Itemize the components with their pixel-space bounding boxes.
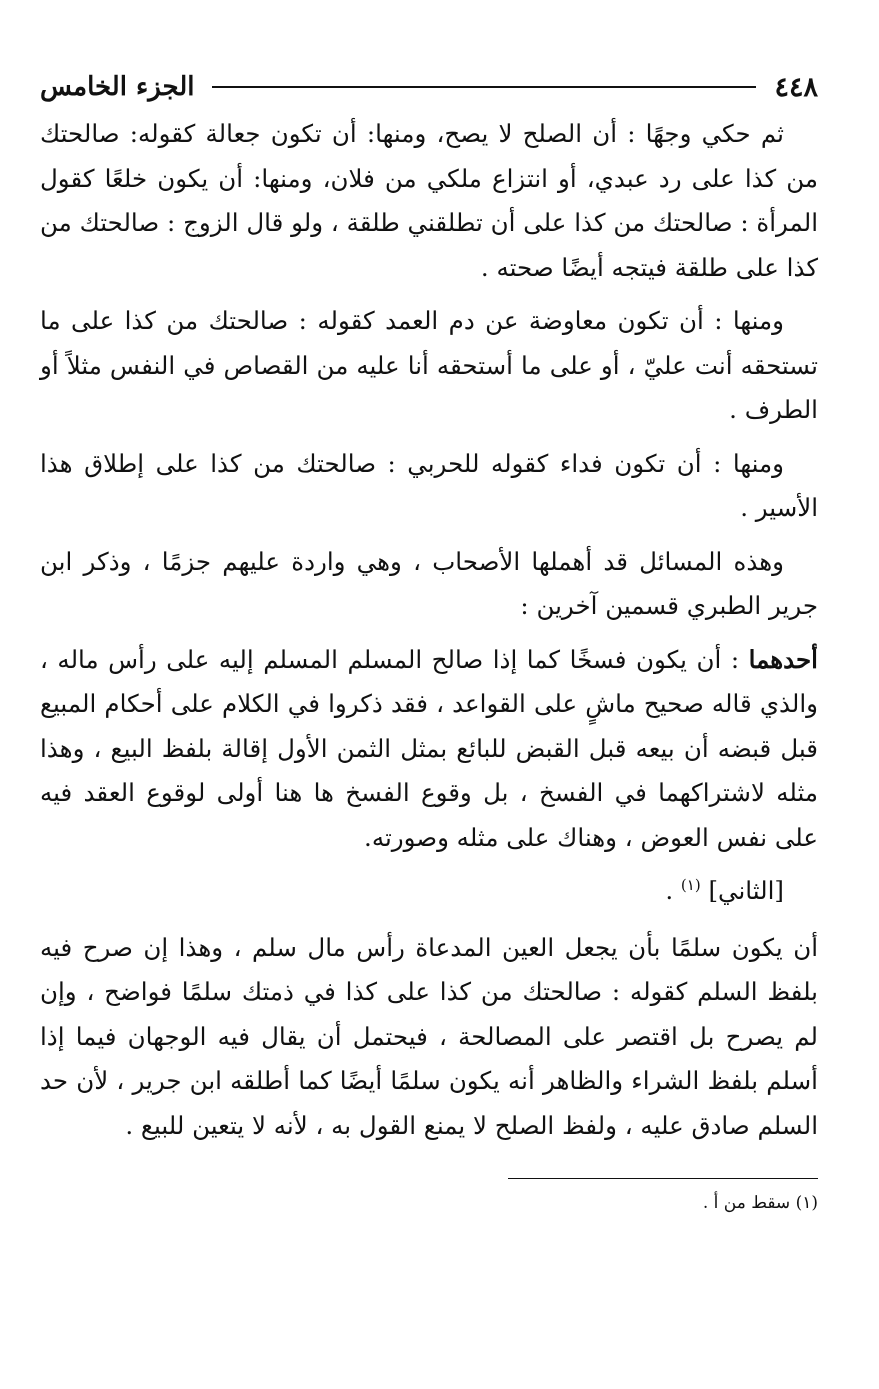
paragraph-2: ومنها : أن تكون معاوضة عن دم العمد كقوله : صالحتك من كذا على ما تستحقه أنت عليّ ، أو على ما أستحقه أنا عليه من القصاص في النفس مثلاً أو الطرف . [40,306,818,424]
running-header [40,62,818,112]
footnotes [40,1189,818,1217]
footnote-separator [508,1178,818,1179]
paragraph-4: وهذه المسائل قد أهملها الأصحاب ، وهي واردة عليهم جزمًا ، وذكر ابن جرير الطبري قسمين آخرين : [40,546,818,620]
paragraph-6-label: [الثاني] [708,876,784,905]
document-page [40,62,818,1217]
footnote-1: (١) سقط من أ . [702,1193,818,1213]
paragraph-3: ومنها : أن تكون فداء كقوله للحربي : صالحتك من كذا على إطلاق هذا الأسير . [40,448,818,522]
part-title: الجزء الخامس [40,72,195,102]
footnote-reference[interactable]: (١) [680,875,701,894]
paragraph-5 [40,638,818,861]
page-number: ٤٤٨ [774,71,818,103]
paragraph-6-tail: . [665,876,681,905]
paragraph-1: ثم حكي وجهًا : أن الصلح لا يصح، ومنها: أن تكون جعالة كقوله: صالحتك من كذا على رد عبدي، أو انتزاع ملكي من فلان، ومنها: أن يكون خلعًا كقول المرأة : صالحتك من كذا على أن تطلقني طلقة ، ولو قال الزوج : صالحتك من كذا على طلقة فيتجه أيضًا صحته . [40,119,818,282]
paragraph-5-body: : أن يكون فسخًا كما إذا صالح المسلم المسلم إليه على رأس ماله ، والذي قاله صحيح ماشٍ على القواعد ، فقد ذكروا في الكلام على أحكام المبيع قبل قبضه أن بيعه قبل القبض للبائع بمثل الثمن الأول إقالة بلفظ البيع ، وهذا مثله لاشتراكهما في الفسخ ، بل وقوع الفسخ ها هنا أولى لوقوع العقد فيه على نفس العوض ، وهناك على مثله وصورته. [40,644,818,852]
paragraph-6 [40,869,818,914]
header-rule [212,86,756,88]
body-text [40,112,818,1148]
paragraph-5-lead: أحدهما [748,644,818,674]
paragraph-7: أن يكون سلمًا بأن يجعل العين المدعاة رأس مال سلم ، وهذا إن صرح فيه بلفظ السلم كقوله : صالحتك من كذا على كذا في ذمتك سلمًا فواضح ، وإن لم يصرح بل اقتصر على المصالحة ، فيحتمل أن يقال فيه الوجهان فيما إذا أسلم بلفظ الشراء والظاهر أنه يكون سلمًا أيضًا كما أطلقه ابن جرير ، لأن حد السلم صادق عليه ، ولفظ الصلح لا يمنع القول به ، لأنه لا يتعين للبيع . [40,932,818,1140]
